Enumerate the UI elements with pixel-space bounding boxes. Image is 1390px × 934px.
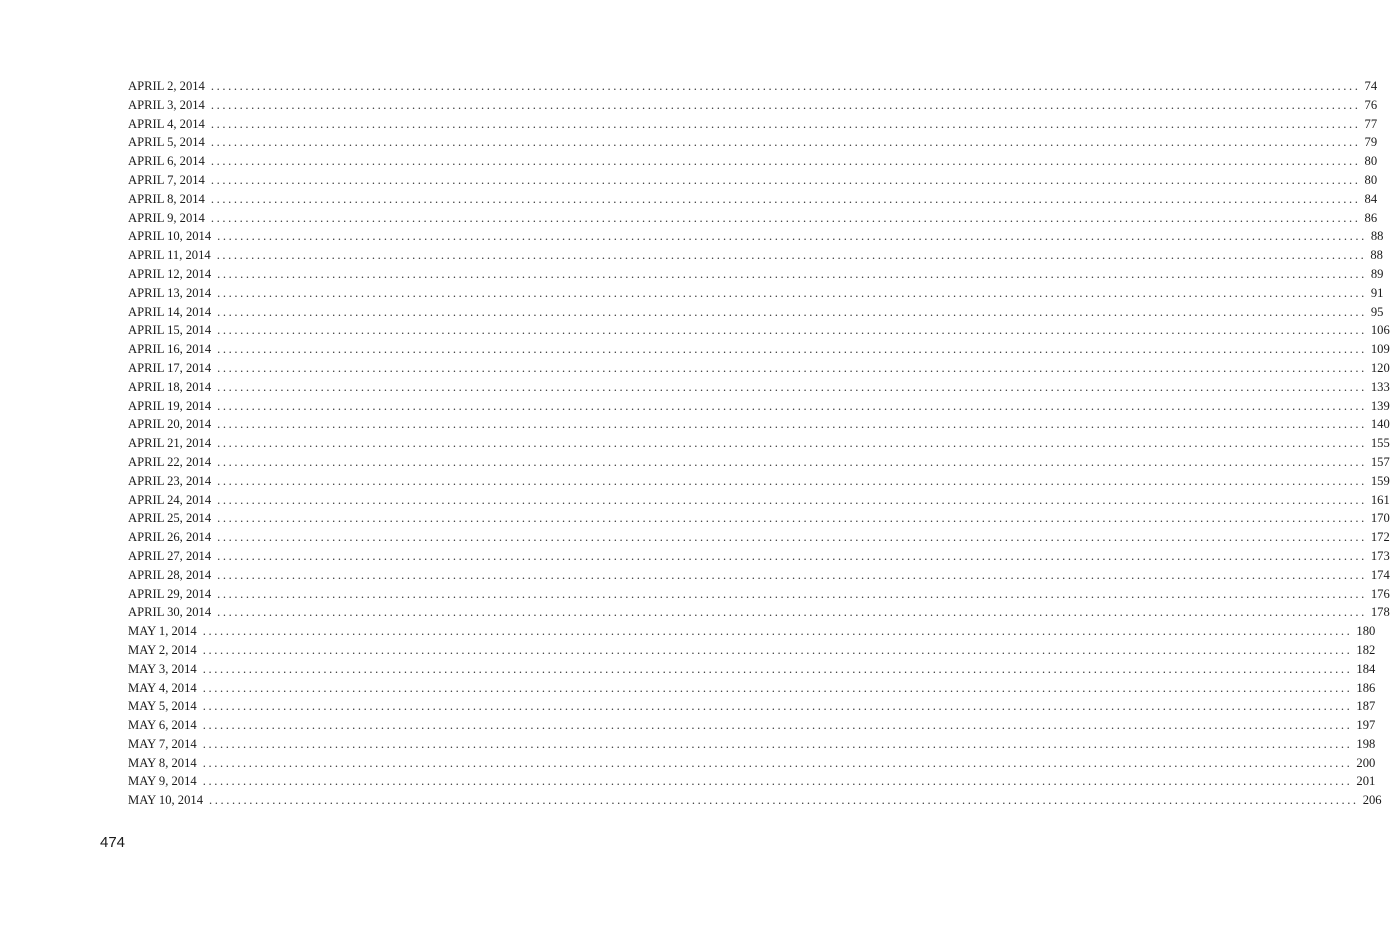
- toc-entry: [128, 472, 1390, 491]
- toc-entry-page: 80: [1364, 172, 1378, 187]
- toc-entry: [128, 791, 1382, 810]
- toc-leader-dots: ........................................................................................................................................................................................................: [217, 605, 1367, 620]
- toc-leader-dots: ........................................................................................................................................................................................................: [217, 436, 1367, 451]
- toc-entry: [128, 735, 1376, 754]
- toc-leader-dots: ........................................................................................................................................................................................................: [217, 379, 1367, 394]
- toc-entry-page: 200: [1356, 755, 1376, 770]
- toc-entry-page: 89: [1370, 266, 1384, 281]
- toc-entry-page: 182: [1356, 642, 1376, 657]
- toc-entry: [128, 77, 1378, 96]
- toc-entry: [128, 265, 1384, 284]
- toc-entry-page: 88: [1370, 229, 1384, 244]
- toc-entry-page: 79: [1364, 135, 1378, 150]
- toc-leader-dots: ........................................................................................................................................................................................................: [210, 172, 1361, 187]
- toc-leader-dots: ........................................................................................................................................................................................................: [217, 266, 1367, 281]
- toc-entry: [128, 641, 1376, 660]
- toc-leader-dots: ........................................................................................................................................................................................................: [202, 736, 1353, 751]
- toc-entry-label: APRIL 13, 2014: [128, 285, 212, 300]
- toc-entry-page: 140: [1370, 417, 1390, 432]
- toc-entry-page: 159: [1370, 473, 1390, 488]
- toc-entry: [128, 415, 1390, 434]
- toc-entry-page: 74: [1364, 79, 1378, 93]
- toc-entry-page: 106: [1370, 323, 1390, 338]
- toc-leader-dots: ........................................................................................................................................................................................................: [202, 680, 1353, 695]
- toc-leader-dots: ........................................................................................................................................................................................................: [217, 417, 1367, 432]
- toc-entry-page: 120: [1370, 360, 1390, 375]
- toc-entry: [128, 453, 1390, 472]
- toc-entry: [128, 321, 1390, 340]
- toc-entry-page: 95: [1370, 304, 1384, 319]
- toc-entry-label: MAY 3, 2014: [128, 661, 197, 676]
- toc-entry-label: APRIL 10, 2014: [128, 229, 212, 244]
- toc-entry-label: MAY 9, 2014: [128, 774, 197, 789]
- toc-entry: [128, 772, 1376, 791]
- toc-leader-dots: ........................................................................................................................................................................................................: [202, 624, 1353, 639]
- toc-leader-dots: ........................................................................................................................................................................................................: [210, 210, 1361, 225]
- toc-entry-label: MAY 4, 2014: [128, 680, 197, 695]
- toc-entry-page: 178: [1370, 605, 1390, 620]
- toc-leader-dots: ........................................................................................................................................................................................................: [217, 530, 1367, 545]
- toc-entry-page: 76: [1364, 97, 1378, 112]
- toc-leader-dots: ........................................................................................................................................................................................................: [216, 248, 1367, 263]
- toc-leader-dots: ........................................................................................................................................................................................................: [210, 116, 1361, 131]
- toc-entry-label: APRIL 4, 2014: [128, 116, 205, 131]
- toc-entry: [128, 171, 1378, 190]
- toc-entry-page: 176: [1370, 586, 1390, 601]
- toc-leader-dots: ........................................................................................................................................................................................................: [217, 342, 1367, 357]
- toc-entry-page: 80: [1364, 154, 1378, 169]
- toc-entry: [128, 190, 1378, 209]
- toc-entry-label: MAY 6, 2014: [128, 718, 197, 733]
- toc-entry-label: APRIL 11, 2014: [128, 248, 211, 263]
- toc-entry: [128, 133, 1378, 152]
- toc-entry: [128, 528, 1390, 547]
- toc-entry-label: APRIL 27, 2014: [128, 548, 212, 563]
- toc-entry-page: 206: [1362, 793, 1382, 808]
- toc-entry-label: MAY 10, 2014: [128, 793, 203, 808]
- toc-leader-dots: ........................................................................................................................................................................................................: [217, 473, 1367, 488]
- toc-entry-page: 184: [1356, 661, 1376, 676]
- toc-leader-dots: ........................................................................................................................................................................................................: [217, 360, 1367, 375]
- toc-entry-label: APRIL 12, 2014: [128, 266, 212, 281]
- toc-entry-label: APRIL 16, 2014: [128, 342, 212, 357]
- toc-entry: [128, 378, 1390, 397]
- toc-entry-label: APRIL 7, 2014: [128, 172, 205, 187]
- toc-entry: [128, 359, 1390, 378]
- toc-leader-dots: ........................................................................................................................................................................................................: [210, 97, 1361, 112]
- toc-entry-label: MAY 5, 2014: [128, 699, 197, 714]
- toc-entry: [128, 397, 1390, 416]
- toc-entry-page: 197: [1356, 718, 1376, 733]
- toc-entry-label: MAY 7, 2014: [128, 736, 197, 751]
- toc-entry: [128, 209, 1378, 228]
- toc-entry-label: APRIL 8, 2014: [128, 191, 205, 206]
- toc-entry-label: APRIL 18, 2014: [128, 379, 212, 394]
- toc-leader-dots: ........................................................................................................................................................................................................: [217, 567, 1367, 582]
- toc-entry: [128, 340, 1390, 359]
- toc-leader-dots: ........................................................................................................................................................................................................: [202, 661, 1353, 676]
- toc-entry: [128, 603, 1390, 622]
- toc-entry-label: APRIL 6, 2014: [128, 154, 205, 169]
- toc-entry: [128, 622, 1376, 641]
- toc-leader-dots: ........................................................................................................................................................................................................: [217, 548, 1367, 563]
- toc-leader-dots: ........................................................................................................................................................................................................: [217, 511, 1367, 526]
- toc-entry-label: APRIL 28, 2014: [128, 567, 212, 582]
- toc-entry-page: 180: [1356, 624, 1376, 639]
- toc-entry: [128, 303, 1384, 322]
- toc-entry-label: APRIL 25, 2014: [128, 511, 212, 526]
- toc-entry-page: 170: [1370, 511, 1390, 526]
- toc-entry-page: 109: [1370, 342, 1390, 357]
- toc-entry-label: MAY 1, 2014: [128, 624, 197, 639]
- toc-entry-label: APRIL 3, 2014: [128, 97, 205, 112]
- toc-entry: [128, 585, 1390, 604]
- toc-entry: [128, 754, 1376, 773]
- toc-entry-label: APRIL 2, 2014: [128, 79, 205, 93]
- toc-leader-dots: ........................................................................................................................................................................................................: [210, 191, 1361, 206]
- toc-leader-dots: ........................................................................................................................................................................................................: [202, 699, 1353, 714]
- toc-leader-dots: ........................................................................................................................................................................................................: [217, 229, 1367, 244]
- toc-entry-page: 86: [1364, 210, 1378, 225]
- toc-entry-page: 186: [1356, 680, 1376, 695]
- toc-entry-label: MAY 2, 2014: [128, 642, 197, 657]
- toc-entry-page: 173: [1370, 548, 1390, 563]
- toc-entry-page: 133: [1370, 379, 1390, 394]
- toc-entry-label: APRIL 19, 2014: [128, 398, 212, 413]
- toc-leader-dots: ........................................................................................................................................................................................................: [210, 79, 1361, 93]
- toc-entry-label: APRIL 22, 2014: [128, 454, 212, 469]
- toc-entry-label: APRIL 20, 2014: [128, 417, 212, 432]
- toc-entry: [128, 660, 1376, 679]
- toc-entry-page: 155: [1370, 436, 1390, 451]
- table-of-contents: [128, 77, 1390, 810]
- toc-entry: [128, 716, 1376, 735]
- toc-entry-label: APRIL 17, 2014: [128, 360, 212, 375]
- toc-leader-dots: ........................................................................................................................................................................................................: [210, 135, 1361, 150]
- toc-leader-dots: ........................................................................................................................................................................................................: [209, 793, 1359, 808]
- toc-entry: [128, 491, 1390, 510]
- toc-entry-page: 187: [1356, 699, 1376, 714]
- toc-entry-page: 157: [1370, 454, 1390, 469]
- toc-leader-dots: ........................................................................................................................................................................................................: [202, 774, 1353, 789]
- toc-entry-label: APRIL 15, 2014: [128, 323, 212, 338]
- toc-entry: [128, 509, 1390, 528]
- toc-entry: [128, 96, 1378, 115]
- toc-entry-page: 139: [1370, 398, 1390, 413]
- toc-entry-page: 174: [1370, 567, 1390, 582]
- toc-entry: [128, 152, 1378, 171]
- toc-entry-page: 88: [1370, 248, 1383, 263]
- toc-entry: [128, 227, 1384, 246]
- toc-entry-page: 77: [1364, 116, 1378, 131]
- toc-entry: [128, 566, 1390, 585]
- toc-entry-label: APRIL 29, 2014: [128, 586, 212, 601]
- toc-entry-label: APRIL 23, 2014: [128, 473, 212, 488]
- toc-entry-label: APRIL 21, 2014: [128, 436, 212, 451]
- toc-leader-dots: ........................................................................................................................................................................................................: [217, 454, 1367, 469]
- page-number: 474: [100, 834, 126, 851]
- toc-leader-dots: ........................................................................................................................................................................................................: [217, 304, 1367, 319]
- toc-entry-label: MAY 8, 2014: [128, 755, 197, 770]
- toc-entry-page: 161: [1370, 492, 1390, 507]
- toc-leader-dots: ........................................................................................................................................................................................................: [217, 586, 1367, 601]
- toc-entry-label: APRIL 5, 2014: [128, 135, 205, 150]
- toc-entry: [128, 246, 1383, 265]
- toc-entry-label: APRIL 9, 2014: [128, 210, 205, 225]
- toc-entry: [128, 434, 1390, 453]
- toc-entry-label: APRIL 14, 2014: [128, 304, 212, 319]
- toc-entry: [128, 547, 1390, 566]
- toc-leader-dots: ........................................................................................................................................................................................................: [217, 492, 1367, 507]
- toc-entry-page: 91: [1370, 285, 1384, 300]
- toc-entry-label: APRIL 30, 2014: [128, 605, 212, 620]
- toc-entry-page: 201: [1356, 774, 1376, 789]
- toc-entry: [128, 679, 1376, 698]
- toc-entry: [128, 115, 1378, 134]
- toc-leader-dots: ........................................................................................................................................................................................................: [202, 718, 1353, 733]
- toc-entry-label: APRIL 26, 2014: [128, 530, 212, 545]
- toc-entry-page: 198: [1356, 736, 1376, 751]
- toc-entry-page: 172: [1370, 530, 1390, 545]
- toc-leader-dots: ........................................................................................................................................................................................................: [217, 285, 1367, 300]
- toc-entry: [128, 697, 1376, 716]
- toc-entry: [128, 284, 1384, 303]
- toc-leader-dots: ........................................................................................................................................................................................................: [217, 323, 1367, 338]
- toc-leader-dots: ........................................................................................................................................................................................................: [210, 154, 1361, 169]
- toc-entry-page: 84: [1364, 191, 1378, 206]
- toc-entry-label: APRIL 24, 2014: [128, 492, 212, 507]
- toc-leader-dots: ........................................................................................................................................................................................................: [202, 755, 1353, 770]
- toc-leader-dots: ........................................................................................................................................................................................................: [202, 642, 1353, 657]
- toc-leader-dots: ........................................................................................................................................................................................................: [217, 398, 1367, 413]
